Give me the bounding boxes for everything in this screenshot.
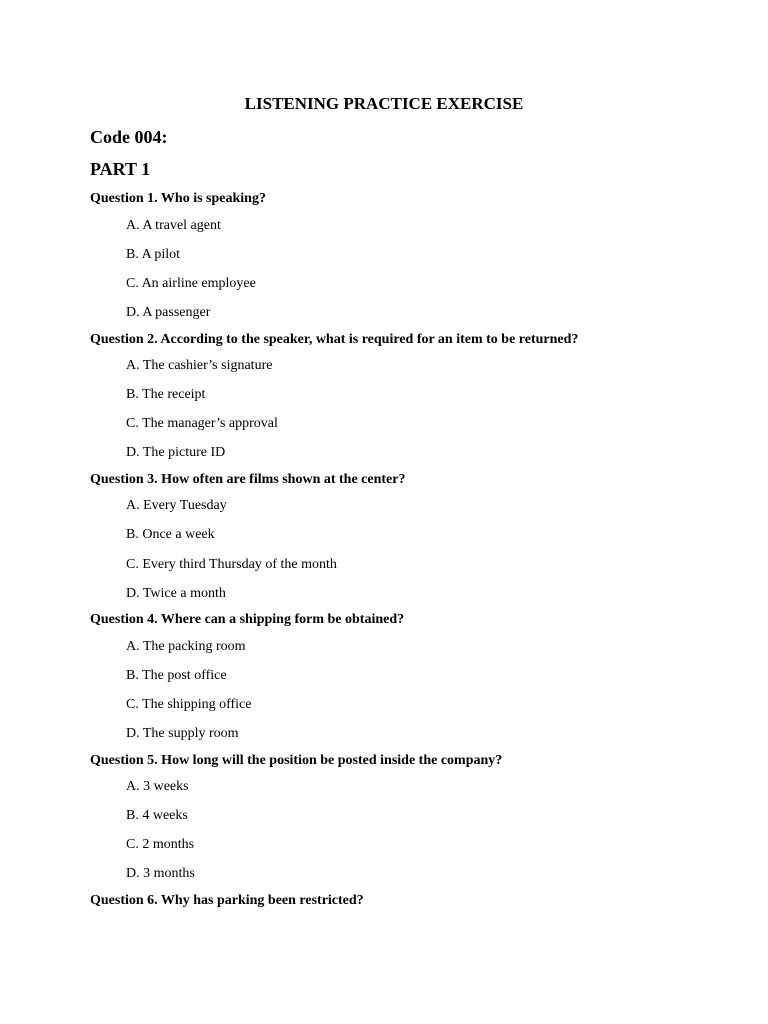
question-3-option-b: B. Once a week (126, 527, 215, 542)
question-4: Question 4. Where can a shipping form be obtained? (90, 612, 405, 627)
question-4-option-b: B. The post office (126, 668, 227, 683)
question-2-option-b: B. The receipt (126, 387, 206, 402)
question-5: Question 5. How long will the position be posted inside the company? (90, 753, 503, 768)
question-5-option-b: B. 4 weeks (126, 808, 188, 823)
question-1-option-d: D. A passenger (126, 305, 211, 320)
document-title: LISTENING PRACTICE EXERCISE (244, 94, 524, 113)
question-1-option-b: B. A pilot (126, 247, 181, 262)
question-5-option-a: A. 3 weeks (126, 779, 189, 794)
code-heading: Code 004: (90, 127, 168, 147)
question-2: Question 2. According to the speaker, what is required for an item to be returned? (90, 332, 579, 347)
question-4-option-a: A. The packing room (126, 639, 246, 654)
question-3-option-a: A. Every Tuesday (126, 498, 227, 513)
question-5-option-c: C. 2 months (126, 837, 195, 852)
question-4-option-c: C. The shipping office (126, 697, 252, 712)
question-6: Question 6. Why has parking been restricted? (90, 893, 364, 908)
question-2-option-a: A. The cashier’s signature (126, 358, 273, 373)
question-1: Question 1. Who is speaking? (90, 191, 266, 206)
question-1-option-c: C. An airline employee (126, 276, 256, 291)
question-3-option-c: C. Every third Thursday of the month (126, 557, 337, 572)
part-heading: PART 1 (90, 159, 151, 179)
question-2-option-d: D. The picture ID (126, 445, 226, 460)
question-1-option-a: A. A travel agent (126, 218, 221, 233)
question-2-option-c: C. The manager’s approval (126, 416, 278, 431)
question-4-option-d: D. The supply room (126, 726, 239, 741)
question-3: Question 3. How often are films shown at the center? (90, 472, 406, 487)
question-3-option-d: D. Twice a month (126, 586, 226, 601)
question-5-option-d: D. 3 months (126, 866, 195, 881)
